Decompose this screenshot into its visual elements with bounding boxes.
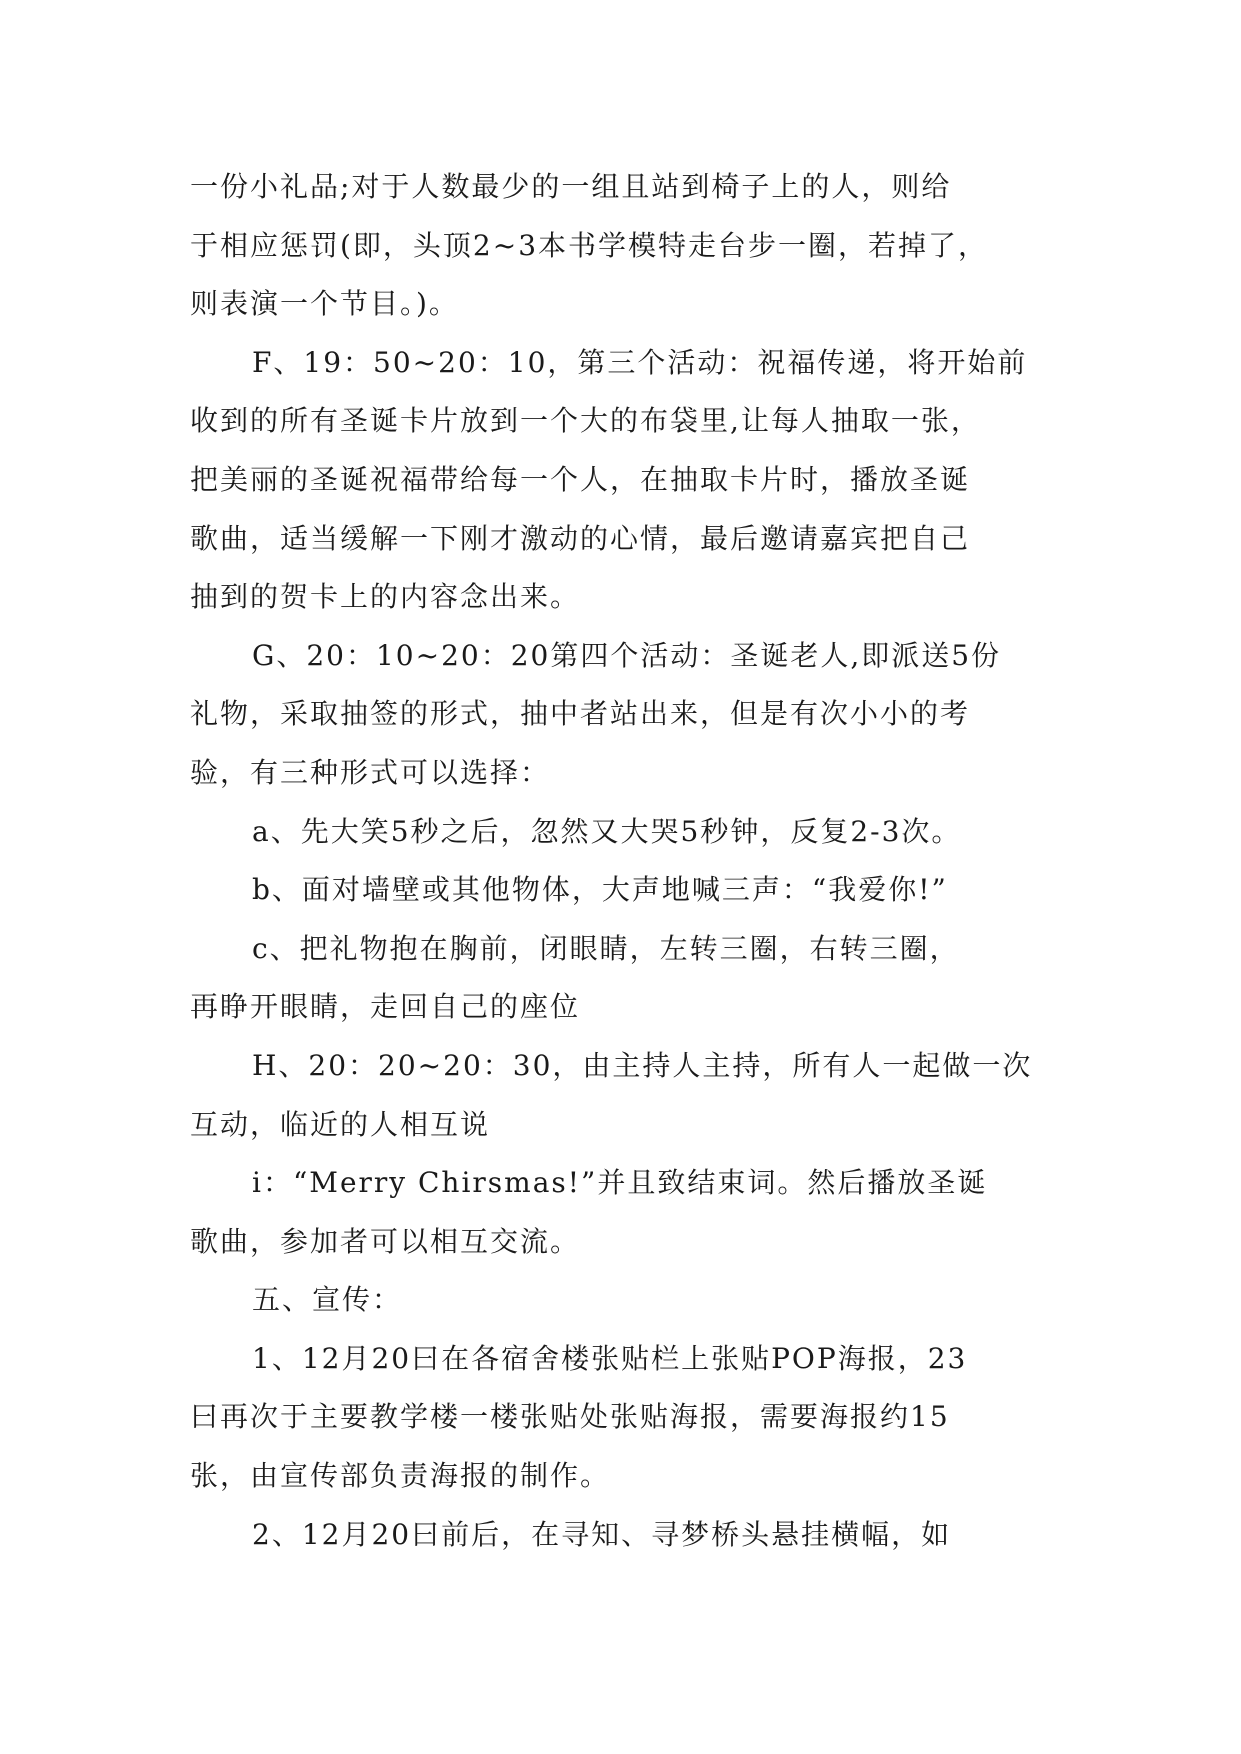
paragraph-start-line: i：“Merry Chirsmas!”并且致结束词。然后播放圣诞 xyxy=(252,1166,988,1200)
paragraph-start-line: 1、12月20曰在各宿舍楼张贴栏上张贴POP海报，23 xyxy=(252,1341,968,1375)
text-line: 再睁开眼睛，走回自己的座位 xyxy=(190,990,581,1024)
paragraph-start-line: 2、12月20曰前后，在寻知、寻梦桥头悬挂横幅，如 xyxy=(252,1517,952,1551)
list-item-line: b、面对墙壁或其他物体，大声地喊三声：“我爱你!” xyxy=(252,873,948,907)
text-line: 把美丽的圣诞祝福带给每一个人，在抽取卡片时，播放圣诞 xyxy=(190,462,971,496)
paragraph-start-line: G、20：10~20：20第四个活动：圣诞老人,即派送5份 xyxy=(252,638,1002,672)
text-line: 则表演一个节目。)。 xyxy=(190,287,459,321)
text-line: 收到的所有圣诞卡片放到一个大的布袋里,让每人抽取一张， xyxy=(190,404,981,438)
paragraph-start-line: H、20：20~20：30，由主持人主持，所有人一起做一次 xyxy=(252,1048,1033,1082)
section-heading: 五、宣传： xyxy=(252,1283,403,1317)
text-line: 抽到的贺卡上的内容念出来。 xyxy=(190,580,581,614)
text-line: 于相应惩罚(即，头顶2~3本书学模特走台步一圈，若掉了， xyxy=(190,228,989,262)
text-line: 曰再次于主要教学楼一楼张贴处张贴海报，需要海报约15 xyxy=(190,1400,950,1434)
list-item-line: c、把礼物抱在胸前，闭眼睛，左转三圈，右转三圈， xyxy=(252,931,960,965)
text-line: 互动，临近的人相互说 xyxy=(190,1107,491,1141)
document-body xyxy=(190,158,1060,1564)
text-line: 张，由宣传部负责海报的制作。 xyxy=(190,1459,611,1493)
paragraph-start-line: F、19：50~20：10，第三个活动：祝福传递，将开始前 xyxy=(252,345,1028,379)
text-line: 一份小礼品;对于人数最少的一组且站到椅子上的人，则给 xyxy=(190,170,952,203)
text-line: 验，有三种形式可以选择： xyxy=(190,755,551,789)
text-line: 歌曲，适当缓解一下刚才激动的心情，最后邀请嘉宾把自己 xyxy=(190,521,971,555)
list-item-line: a、先大笑5秒之后，忽然又大哭5秒钟，反复2-3次。 xyxy=(252,814,962,848)
text-line: 歌曲，参加者可以相互交流。 xyxy=(190,1224,581,1258)
text-line: 礼物，采取抽签的形式，抽中者站出来，但是有次小小的考 xyxy=(190,697,971,731)
